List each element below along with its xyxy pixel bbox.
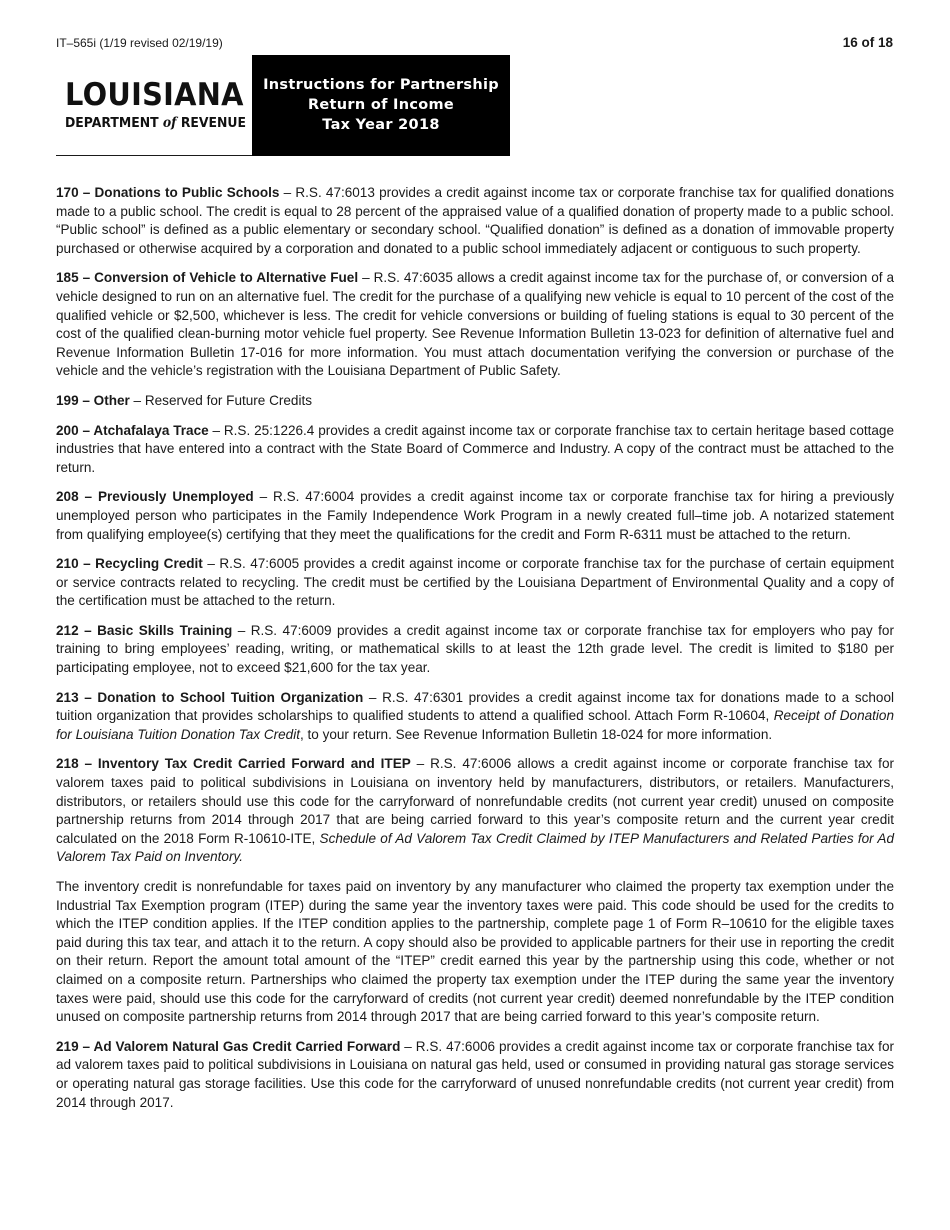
logo-wordmark: LOUISIANA [65,77,244,113]
section-text: – R.S. 47:6013 provides a credit against income tax or corporate franchise tax for qualified donations made to a public school. The credit is equal to 28 percent of the appraised value of a qualified donation of property made to a public school. “Public school” is defined as a public elementary or secondary school. “Qualified donation” is defined as a donation of immovable property purchased or otherwise acquired by a corporation and donated to a public school immediately adjacent or contiguous to such property. [56,185,894,256]
section-heading: 219 – Ad Valorem Natural Gas Credit Carried Forward [56,1038,401,1054]
page-number: 16 of 18 [842,35,893,50]
section-219 [56,1038,894,1112]
logo-dept-pre: DEPARTMENT [65,115,163,131]
logo-department [65,115,246,131]
section-text: – R.S. 47:6035 allows a credit against income tax for the purchase of, or conversion of a vehicle designed to run on an alternative fuel. The credit for the purchase of a qualifying new vehicle is equal to 10 percent of the cost of the qualified vehicle or $2,500, whichever is less. The credit for vehicle conversions or building of fueling stations is equal to 30 percent of the cost of the qualified clean-burning motor vehicle fuel property. See Revenue Information Bulletin 13-023 for definition of alternative fuel and Revenue Information Bulletin 17-016 for more information. You must attach documentation verifying the conversion or purchase of the vehicle and the vehicle’s registration with the Louisiana Department of Public Safety. [56,270,894,379]
section-text: – R.S. 47:6004 provides a credit against income tax or corporate franchise tax for hiring a previously unemployed person who participates in the Family Independence Work Program in a newly created full–time job. A notarized statement from qualifying employee(s) certifying that they meet the qualifications for the credit and Form R-6311 must be attached to the return. [56,489,894,542]
document-title-box [252,55,510,156]
section-185 [56,269,894,381]
title-line-1: Instructions for Partnership [263,77,499,93]
section-heading: 208 – Previously Unemployed [56,489,254,505]
title-line-2: Return of Income [307,97,455,113]
section-170 [56,184,894,258]
section-heading: 218 – Inventory Tax Credit Carried Forward and ITEP [56,756,411,772]
section-212 [56,622,894,678]
section-218-itep-paragraph: The inventory credit is nonrefundable for taxes paid on inventory by any manufacturer who claimed the property tax exemption under the Industrial Tax Exemption program (ITEP) during the same year the inventory taxes were paid. This code should be used for the credits to which the ITEP condition applies. If the ITEP condition applies to the partnership, complete page 1 of Form R–10610 for the eligible taxes paid during this tax tear, and attach it to the return. A copy should also be provided to applicable partners for their use in reporting the credit on their return. Report the amount total amount of the “ITEP” credit earned this year by the partnership using this code, whether or not claimed on a composite return. Partnerships who claimed the property tax exemption under the ITEP during the same year the inventory taxes were paid, should use this code for the carryforward of credits (not current year credit) deemed nonrefundable by the ITEP condition unused on composite partnership returns from 2014 through 2017 that are being carried forward to this year’s composite return. [56,879,894,1025]
logo-dept-of: of [162,115,177,131]
section-text: – Reserved for Future Credits [129,392,312,408]
section-213 [56,689,894,745]
section-210 [56,555,894,611]
title-line-3: Tax Year 2018 [322,117,440,133]
form-title-italic: Schedule of Ad Valorem Tax Credit Claimed by ITEP Manufacturers and Related Parties for Ad Valorem Tax Paid on Inventory. [56,830,894,865]
section-heading: 213 – Donation to School Tuition Organization [56,689,364,705]
section-text: – R.S. 47:6005 provides a credit against income or corporate franchise tax for the purchase of certain equipment or service contracts related to recycling. The credit must be certified by the Louisiana Department of Environmental Quality and a copy of the certification must be attached to the return. [56,556,894,609]
section-heading: 200 – Atchafalaya Trace [56,422,209,438]
section-text: – R.S. 47:6006 provides a credit against income tax or corporate franchise tax for ad valorem taxes paid to political subdivisions in Louisiana on natural gas held, used or consumed in providing natural gas storage services or operating natural gas storage facilities. Use this code for the carryforward of unused nonrefundable credits (not current year credit) from 2014 through 2017. [56,1038,894,1110]
section-heading: 210 – Recycling Credit [56,556,203,572]
section-heading: 185 – Conversion of Vehicle to Alternative Fuel [56,270,359,286]
form-title-italic: Receipt of Donation for Louisiana Tuition Donation Tax Credit [56,708,894,742]
logo-dept-post: REVENUE [176,115,246,131]
section-208 [56,488,894,544]
section-text: – R.S. 25:1226.4 provides a credit against income tax or corporate franchise tax to certain heritage based cottage industries that have entered into a contract with the State Board of Commerce and Industry. A copy of the contract must be attached to the return. [56,422,894,475]
louisiana-revenue-logo [56,55,252,156]
section-199 [56,392,894,411]
section-text: , to your return. See Revenue Information Bulletin 18-024 for more information. [299,726,773,742]
form-id: IT–565i (1/19 revised 02/19/19) [56,36,223,50]
section-heading: 212 – Basic Skills Training [56,622,233,638]
document-body [56,184,894,1123]
section-text: – R.S. 47:6009 provides a credit against income tax or corporate franchise tax for employers who pay for training to bring employees’ reading, writing, or mathematical skills to at least the 12th grade level. The credit is limited to $180 per participating employee, not to exceed $21,600 for the tax year. [56,622,894,676]
section-200 [56,422,894,478]
section-heading: 199 – Other [56,392,130,408]
section-text: – R.S. 47:6006 allows a credit against income or corporate franchise tax for valorem taxes paid to political subdivisions in Louisiana on inventory held by manufacturers, distributors, or retailers. Manufacturers, distributors, or retailers should use this code for the carryforward of nonrefundable credits (not current year credit) unused on composite partnership returns from 2014 through 2017 that are being carried forward to this year’s composite return and the current year credit calculated on the 2018 Form R-10610-ITE, [56,756,894,846]
section-heading: 170 – Donations to Public Schools [56,185,280,200]
section-text: – R.S. 47:6301 provides a credit against income tax for donations made to a school tuition organization that provides scholarships to qualified students to attend a qualified school. Attach Form R-10604, [56,689,894,724]
section-218 [56,755,894,867]
